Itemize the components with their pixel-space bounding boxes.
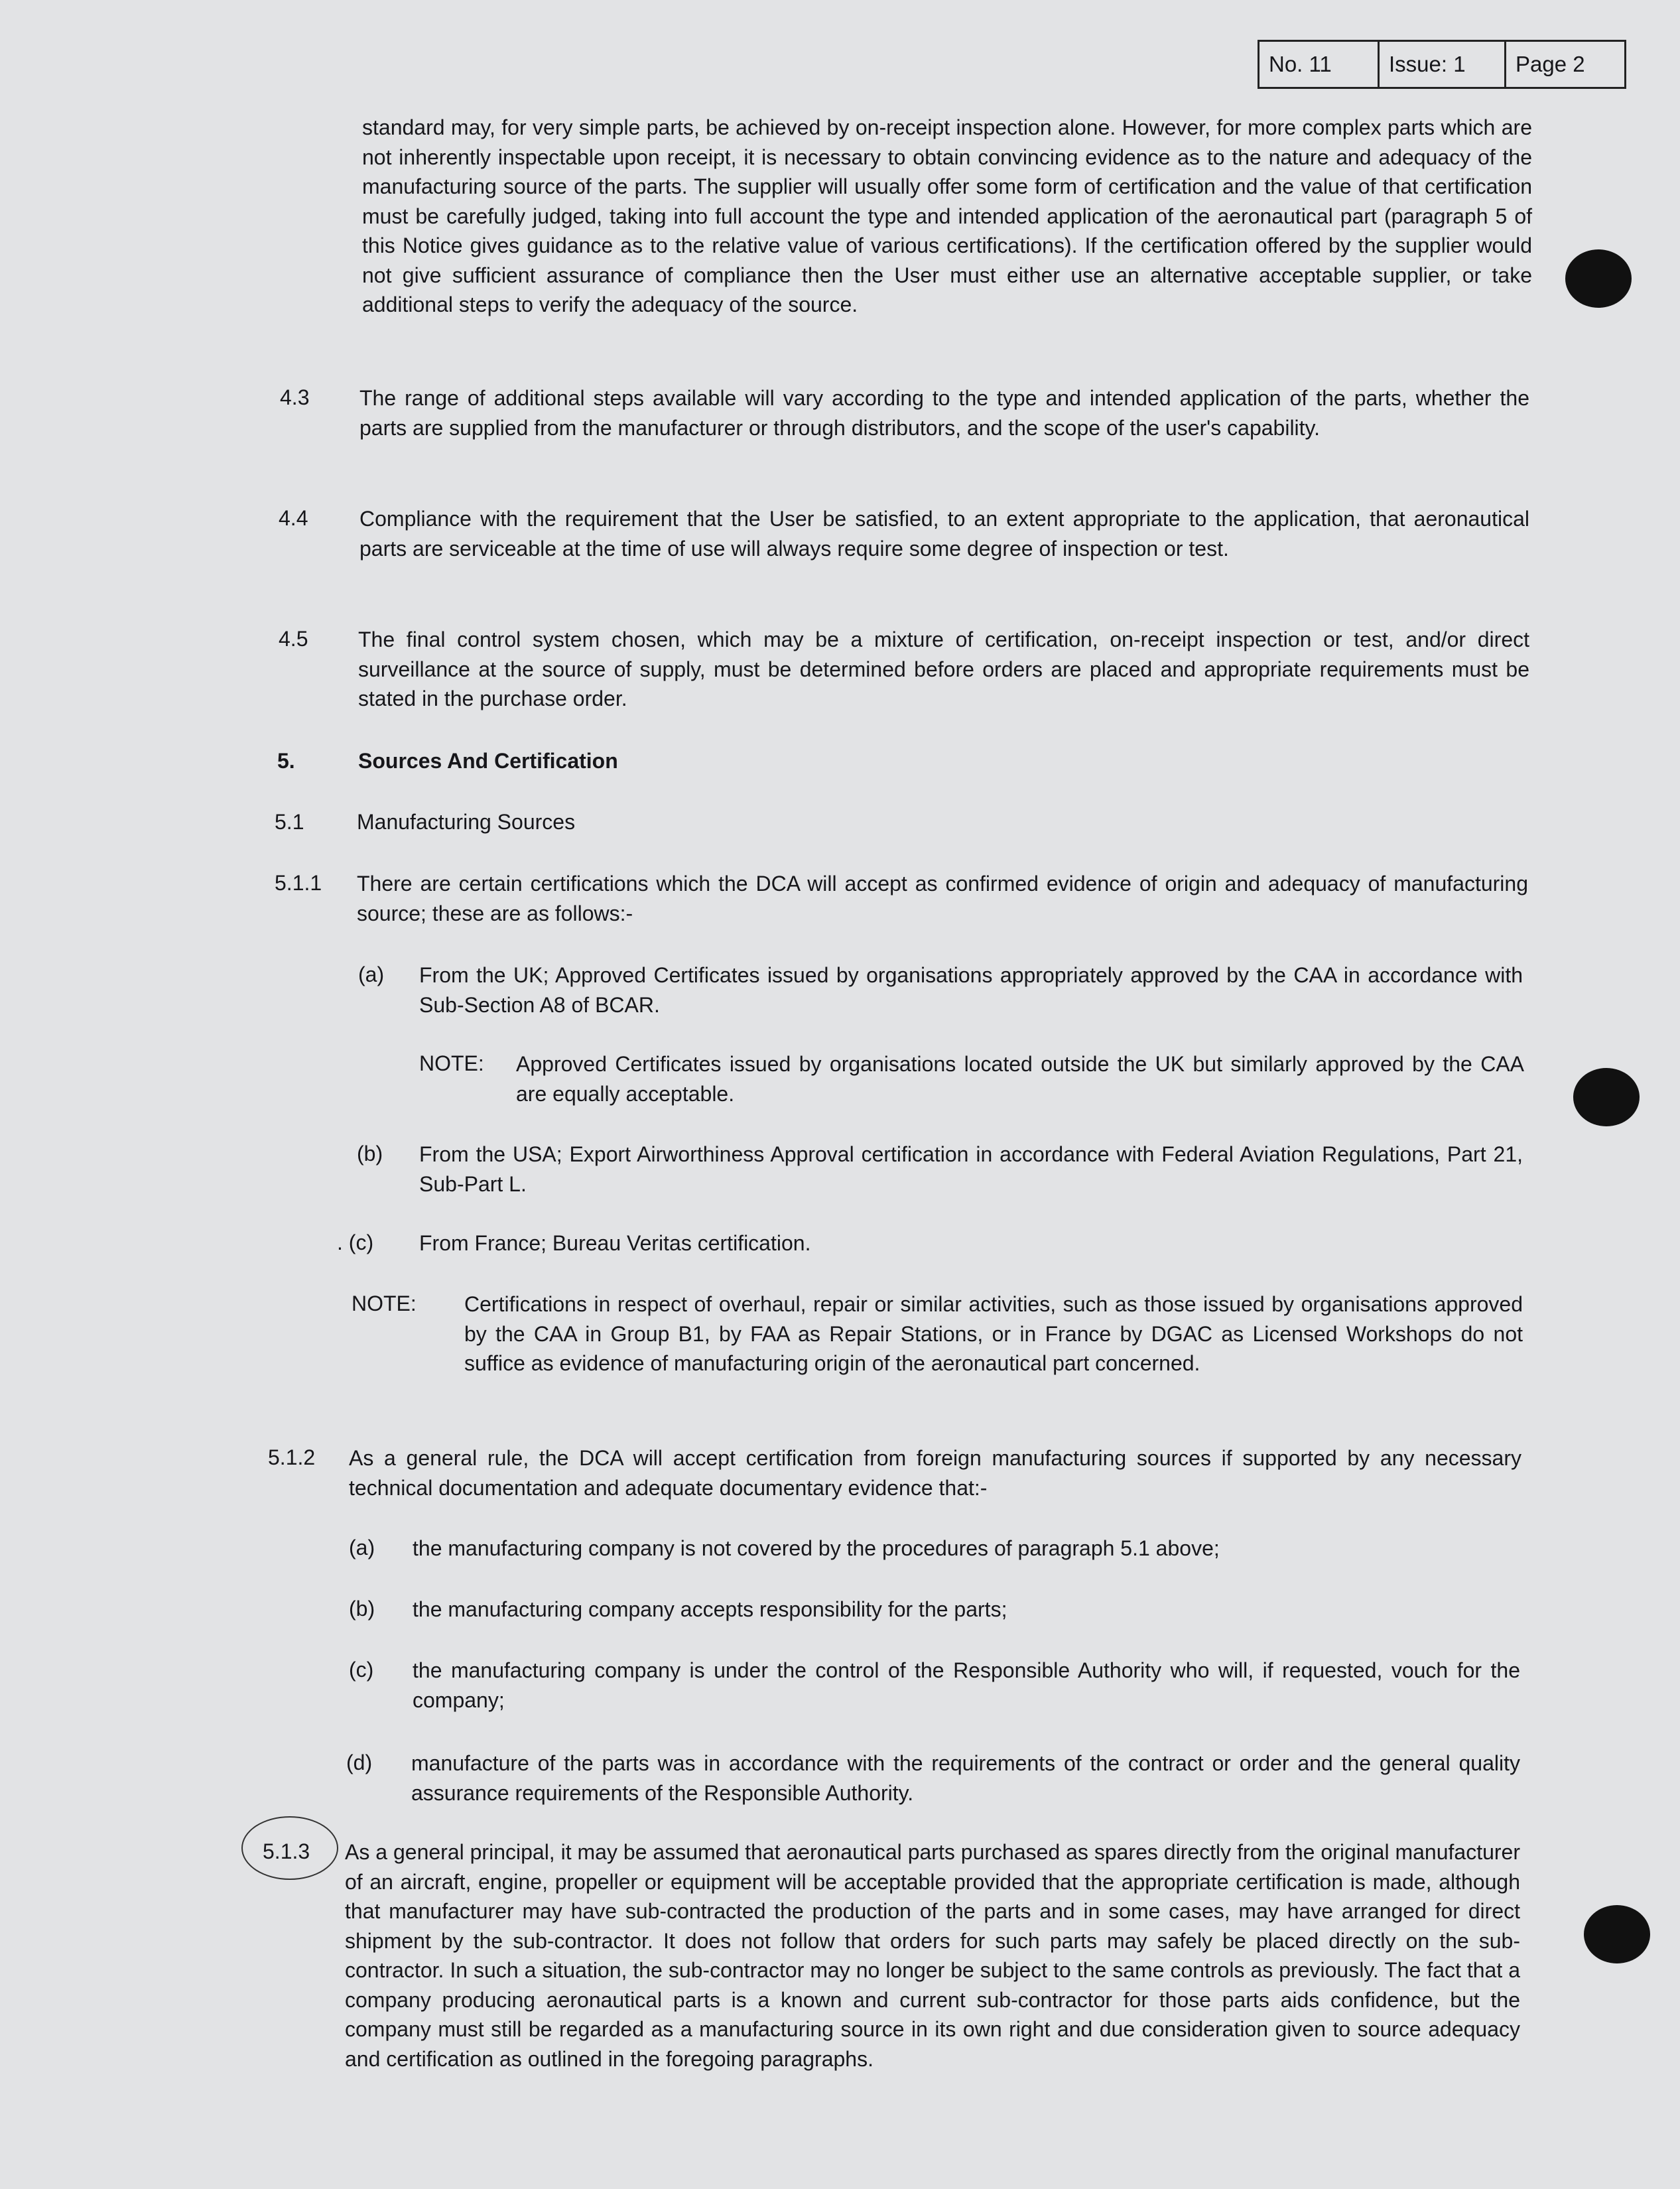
list-label: (b): [357, 1142, 383, 1165]
document-reference-box: [1258, 40, 1626, 89]
list-item: the manufacturing company is under the control of the Responsible Authority who will, if requested, vouch for the company;: [413, 1658, 1520, 1712]
note-label: NOTE:: [352, 1292, 417, 1315]
page-number: Page 2: [1516, 52, 1585, 76]
list-label: (c): [349, 1658, 374, 1682]
section-number: 5.1.3: [263, 1839, 310, 1863]
notice-number: No. 11: [1260, 42, 1380, 87]
list-item: From the USA; Export Airworthiness Approval certification in accordance with Federal Aviation Regulations, Part 21, Sub-Part L.: [419, 1142, 1523, 1196]
intro-paragraph: standard may, for very simple parts, be achieved by on-receipt inspection alone. However, for more complex parts which are not inherently inspectable upon receipt, it is necessary to obtain convincing evidence as to the nature and adequacy of the manufacturing source of the parts. The supplier will usually offer some form of certification and the value of that certification must be carefully judged, taking into full account the type and intended application of the aeronautical part (paragraph 5 of this Notice gives guidance as to the relative value of various certifications). If the certification offered by the supplier would not give sufficient assurance of compliance then the User must either use an alternative acceptable supplier, or take additional steps to verify the adequacy of the source.: [362, 115, 1532, 316]
list-label: (d): [346, 1751, 373, 1774]
paragraph-5-1-3: As a general principal, it may be assumed that aeronautical parts purchased as spares directly from the original manufacturer of an aircraft, engine, propeller or equipment will be acceptable provided that the appropriate certification is made, although that manufacturer may have sub-contracted the production of the parts and in some cases, may have arranged for direct shipment by the sub-contractor. It does not follow that orders for such parts may safely be placed directly on the sub-contractor. In such a situation, the sub-contractor may no longer be subject to the same controls as previously. The fact that a company producing aeronautical parts is a known and current sub-contractor for those parts aids confidence, but the company must still be regarded as a manufacturing source in its own right and due consideration given to source adequacy and certification as outlined in the foregoing paragraphs.: [345, 1840, 1520, 2071]
paragraph-4-3: The range of additional steps available will vary according to the type and intended application of the parts, whether the parts are supplied from the manufacturer or through distributors, and the scope of the user's capability.: [359, 386, 1529, 440]
paragraph-4-4: Compliance with the requirement that the User be satisfied, to an extent appropriate to the application, that aeronautical parts are serviceable at the time of use will always require some degree of inspection or test.: [359, 507, 1529, 561]
list-label: (b): [349, 1597, 375, 1621]
note-text: Approved Certificates issued by organisations located outside the UK but similarly approved by the CAA are equally acceptable.: [516, 1052, 1524, 1106]
list-item: From France; Bureau Veritas certification.: [419, 1231, 811, 1255]
paragraph-5-1-2: As a general rule, the DCA will accept certification from foreign manufacturing sources if supported by any necessary technical documentation and adequate documentary evidence that:-: [349, 1446, 1521, 1500]
list-label: . (c): [337, 1230, 374, 1254]
section-number: 5.1: [275, 810, 304, 834]
paragraph-5-1-1: There are certain certifications which the DCA will accept as confirmed evidence of origin and adequacy of manufacturing source; these are as follows:-: [357, 872, 1528, 925]
list-item: the manufacturing company accepts responsibility for the parts;: [413, 1597, 1007, 1621]
subsection-heading: Manufacturing Sources: [357, 810, 576, 834]
list-item: manufacture of the parts was in accordance with the requirements of the contract or order and the general quality assurance requirements of the Responsible Authority.: [411, 1751, 1520, 1805]
section-number: 4.4: [279, 506, 308, 530]
list-label: (a): [358, 962, 385, 986]
note-text: Certifications in respect of overhaul, repair or similar activities, such as those issued by organisations approved by the CAA in Group B1, by FAA as Repair Stations, or in France by DGAC as Licensed Workshops do not suffice as evidence of manufacturing origin of the aeronautical part concerned.: [464, 1292, 1523, 1375]
paragraph-4-5: The final control system chosen, which may be a mixture of certification, on-receipt inspection or test, and/or direct surveillance at the source of supply, must be determined before orders are placed and appropriate requirements must be stated in the purchase order.: [358, 628, 1529, 710]
list-label: (a): [349, 1536, 375, 1559]
section-number: 5.1.2: [268, 1445, 316, 1469]
section-heading: Sources And Certification: [358, 749, 618, 773]
punch-hole-top: [1565, 249, 1632, 308]
list-item: the manufacturing company is not covered by the procedures of paragraph 5.1 above;: [413, 1536, 1220, 1560]
punch-hole-middle: [1573, 1068, 1640, 1126]
section-number: 5.: [277, 749, 295, 773]
note-label: NOTE:: [419, 1051, 484, 1075]
punch-hole-bottom: [1584, 1905, 1650, 1963]
section-number: 5.1.1: [275, 871, 322, 895]
issue-number: Issue: 1: [1380, 42, 1506, 87]
section-number: 4.3: [280, 385, 310, 409]
list-item: From the UK; Approved Certificates issued by organisations appropriately approved by the CAA in accordance with Sub-Section A8 of BCAR.: [419, 963, 1523, 1017]
section-number: 4.5: [279, 627, 308, 651]
